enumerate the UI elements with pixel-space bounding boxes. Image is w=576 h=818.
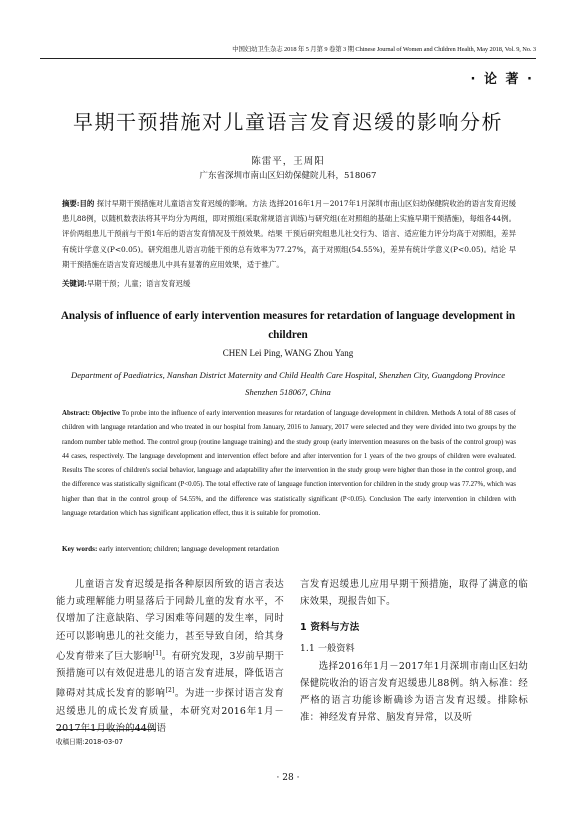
- abstract-cn: [62, 196, 516, 272]
- body-paragraph: 选择2016年1月－2017年1月深圳市南山区妇幼保健院收治的语言发育迟缓患儿88例。纳入标准：经严格的语言功能诊断确诊为语言发育迟缓。排除标准：神经发育异常、脑发育异常，以及听: [300, 660, 528, 724]
- authors-en: CHEN Lei Ping, WANG Zhou Yang: [222, 348, 354, 358]
- page-number: · 28 ·: [276, 773, 300, 783]
- keywords-en-text: early intervention; children; language development retardation: [97, 545, 279, 553]
- section-heading: 1 资料与方法: [300, 622, 360, 634]
- abstract-en: [62, 407, 516, 521]
- affiliation-cn: 广东省深圳市南山区妇幼保健院儿科，518067: [199, 171, 377, 181]
- body-text: 儿童语言发育迟缓是指各种原因所致的语言表达能力或理解能力明显落后于同龄儿童的发育水平，不仅增加了注意缺陷、学习困难等问题的发生率，同时还可以影响患儿的社交能力，甚至导致自闭，给其身心发育带来了巨大影响: [56, 579, 284, 662]
- keywords-cn: [62, 278, 516, 289]
- footnote-rule: [56, 729, 156, 730]
- body-column-right: [300, 576, 528, 727]
- body-text: 。为进一步探讨语言发育迟缓患儿的成长发育质量，本研究对2016年1月－2017年1月收治的44例语: [56, 688, 285, 734]
- header-rule: [40, 58, 536, 59]
- received-date-footnote: 收稿日期:2018-03-07: [56, 738, 123, 746]
- citation-ref: [1]: [152, 649, 162, 657]
- body-text: 。有研究发现，3岁前早期干预措施可以有效促进患儿的语言发育进展，降低语言障碍对其成长发育的影响: [56, 650, 284, 700]
- abstract-cn-label: 摘要:目的: [62, 199, 95, 208]
- keywords-cn-label: 关键词:: [62, 279, 87, 288]
- citation-ref: [2]: [165, 687, 175, 695]
- keywords-cn-text: 早期干预；儿童；语言发育迟缓: [86, 279, 191, 288]
- article-title-en: Analysis of influence of early intervention measures for retardation of language development in children: [60, 310, 516, 341]
- authors-cn: 陈雷平，王周阳: [251, 156, 325, 167]
- keywords-en-label: Key words:: [62, 545, 98, 553]
- section-tag: · 论 著 ·: [470, 72, 534, 87]
- body-column-left: [56, 576, 284, 737]
- abstract-cn-text: 探讨早期干预措施对儿童语言发育迟缓的影响。方法 选择2016年1月－2017年1月深圳市南山区妇幼保健院收治的语言发育迟缓患儿88例，以随机数表法将其平均分为两组，即对照组(采取常规语言训练)与研究组(在对照组的基础上实施早期干预措施)，每组各44例。评价两组患儿干预前与干预1年后的语言发育情况及干预效果。结果 干预后研究组患儿社交行为、语言、适应能力评分均高于对照组，差异有统计学意义(P<0.05)。研究组患儿语言功能干预的总有效率为77.27%，高于对照组(54.55%)，差异有统计学意义(P<0.05)。结论 早期干预措施在语言发育迟缓患儿中具有显著的应用效果，适于推广。: [62, 199, 516, 269]
- affiliation-en: Department of Paediatrics, Nanshan District Maternity and Child Health Care Hospital, Shenzhen City, Guangdong Province Shenzhen 518067, China: [70, 370, 506, 397]
- running-header: 中国妇幼卫生杂志 2018 年 5 月第 9 卷第 3 期 Chinese Journal of Women and Children Health, May 2018, Vol. 9, No. 3: [232, 46, 536, 53]
- subsection-heading: 1.1 一般资料: [300, 643, 355, 654]
- abstract-en-text: To probe into the influence of early intervention measures for retardation of language development in children. Methods A total of 88 cases of children with language retardation and who treated in our hospital from January, 2016 to January, 2017 were selected and they were divided into two groups by the random number table method. The control group (routine language training) and the study group (early intervention measures on the basis of the control group) was 44 cases, respectively. The language development and intervention effect before and after intervention for 1 years of the two groups of children were evaluated. Results The scores of children's social behavior, language and adaptability after the intervention in the study group were higher than those in the control group, and the difference was statistically significant (P<0.05). The total effective rate of language function intervention for children in the study group was 77.27%, which was higher than that in the control group of 54.55%, and the difference was statistically significant (P<0.05). Conclusion The early intervention in children with language retardation which has significant application effect, thus it is suitable for promotion.: [62, 410, 516, 518]
- abstract-en-label: Abstract: Objective: [62, 410, 121, 417]
- body-paragraph: 言发育迟缓患儿应用早期干预措施，取得了满意的临床效果，现报告如下。: [300, 579, 528, 608]
- article-title-cn: 早期干预措施对儿童语言发育迟缓的影响分析: [73, 110, 503, 134]
- keywords-en: [62, 545, 516, 553]
- body-paragraph: [56, 576, 284, 737]
